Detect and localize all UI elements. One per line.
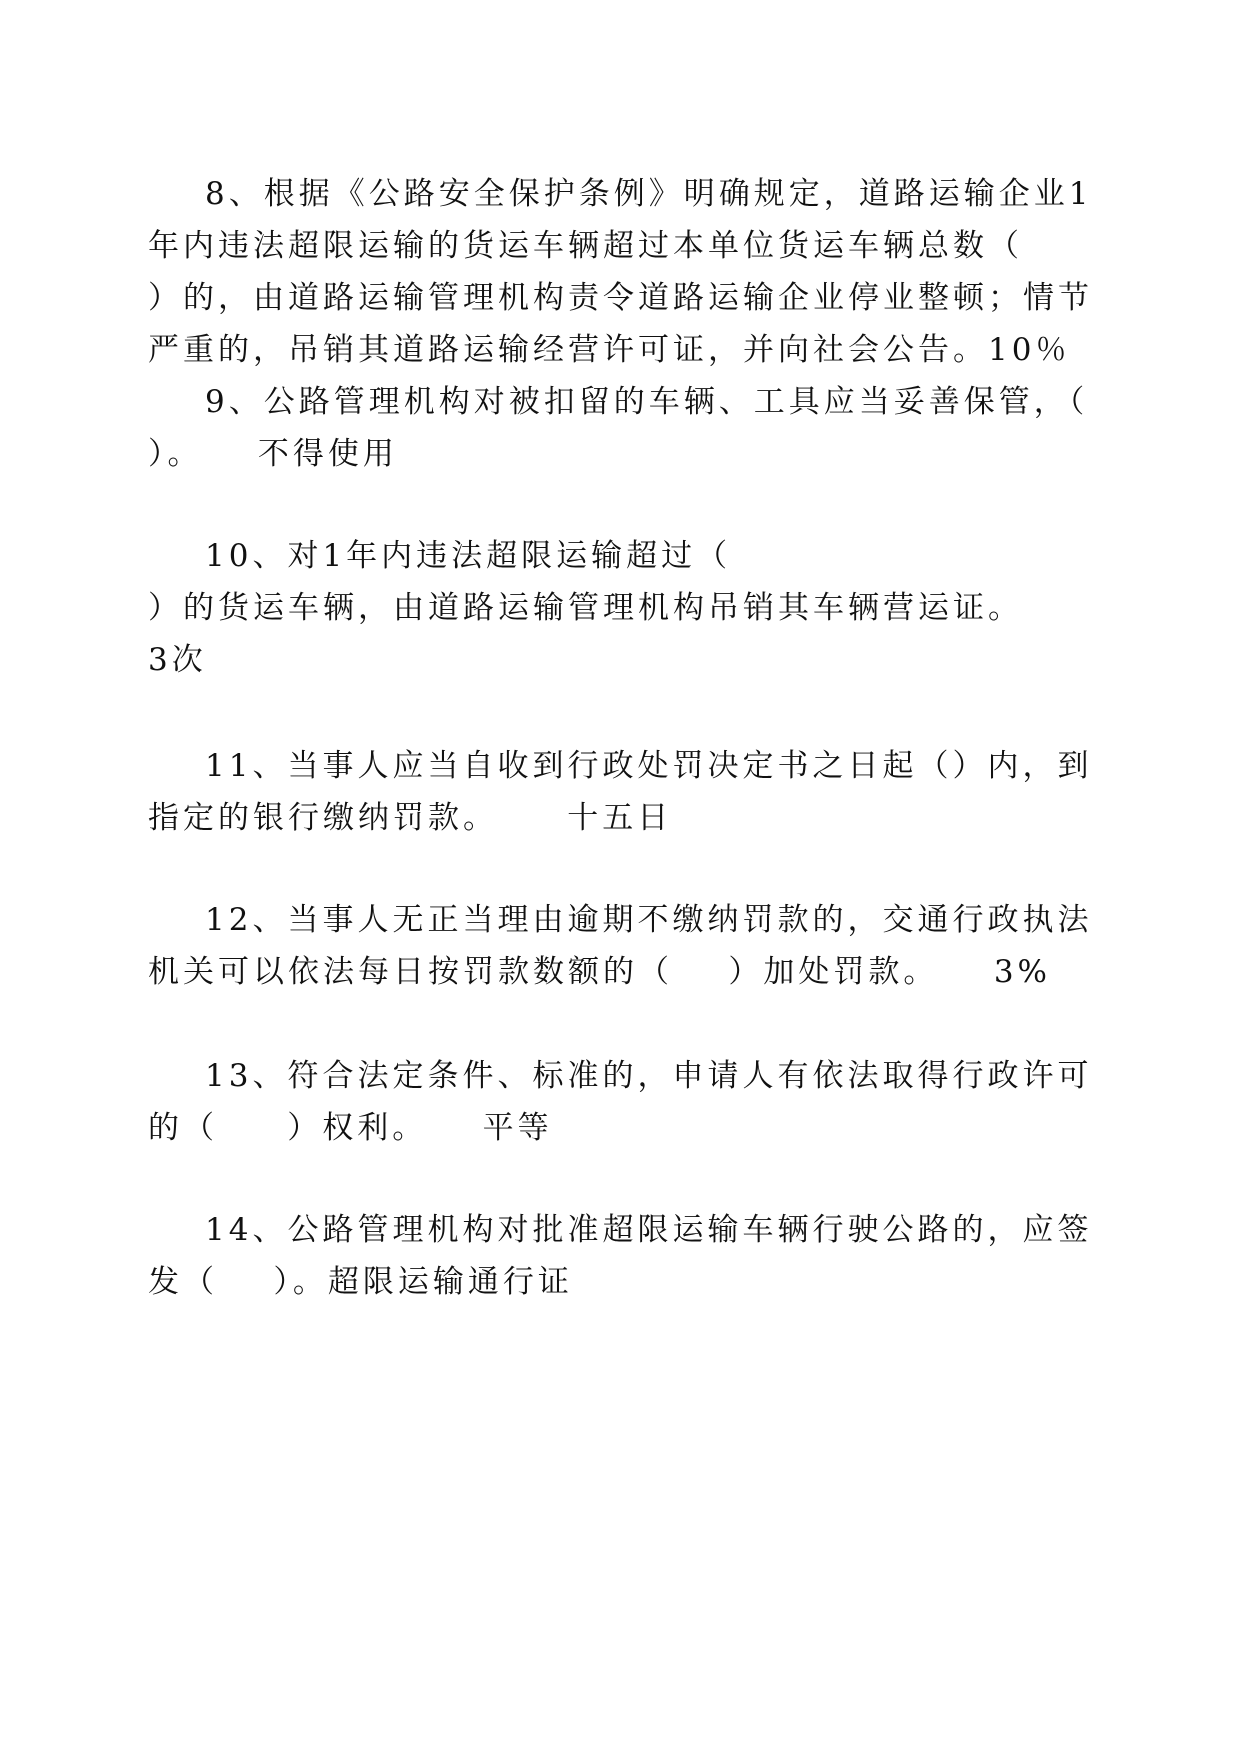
question-11-line-1: 11、当事人应当自收到行政处罚决定书之日起（）内，到 [205, 748, 1093, 784]
question-8-line-3: ）的，由道路运输管理机构责令道路运输企业停业整顿；情节 [148, 280, 1093, 316]
question-14-line-1: 14、公路管理机构对批准超限运输车辆行驶公路的，应签 [205, 1212, 1093, 1248]
question-11-line-2: 指定的银行缴纳罚款。 十五日 [148, 800, 673, 836]
question-12-line-1: 12、当事人无正当理由逾期不缴纳罚款的，交通行政执法 [205, 902, 1093, 938]
question-14-line-2: 发（ ）。超限运输通行证 [148, 1264, 573, 1300]
question-12-line-2: 机关可以依法每日按罚款数额的（ ）加处罚款。 3% [148, 954, 1052, 990]
question-8-line-4: 严重的，吊销其道路运输经营许可证，并向社会公告。10％ [148, 332, 1071, 368]
question-10-line-2: ）的货运车辆，由道路运输管理机构吊销其车辆营运证。 [148, 590, 1023, 626]
question-8-line-2: 年内违法超限运输的货运车辆超过本单位货运车辆总数（ [148, 228, 1023, 264]
question-13-line-1: 13、符合法定条件、标准的，申请人有依法取得行政许可 [205, 1058, 1093, 1094]
question-9-line-2: ）。 不得使用 [148, 436, 398, 472]
question-8-line-1: 8、根据《公路安全保护条例》明确规定，道路运输企业1 [205, 176, 1093, 212]
question-10-line-1: 10、对1年内违法超限运输超过（ [205, 538, 732, 574]
question-10-line-3: 3次 [148, 642, 207, 678]
question-9-line-1: 9、公路管理机构对被扣留的车辆、工具应当妥善保管，（ [205, 384, 1089, 420]
question-13-line-2: 的（ ）权利。 平等 [148, 1110, 553, 1146]
